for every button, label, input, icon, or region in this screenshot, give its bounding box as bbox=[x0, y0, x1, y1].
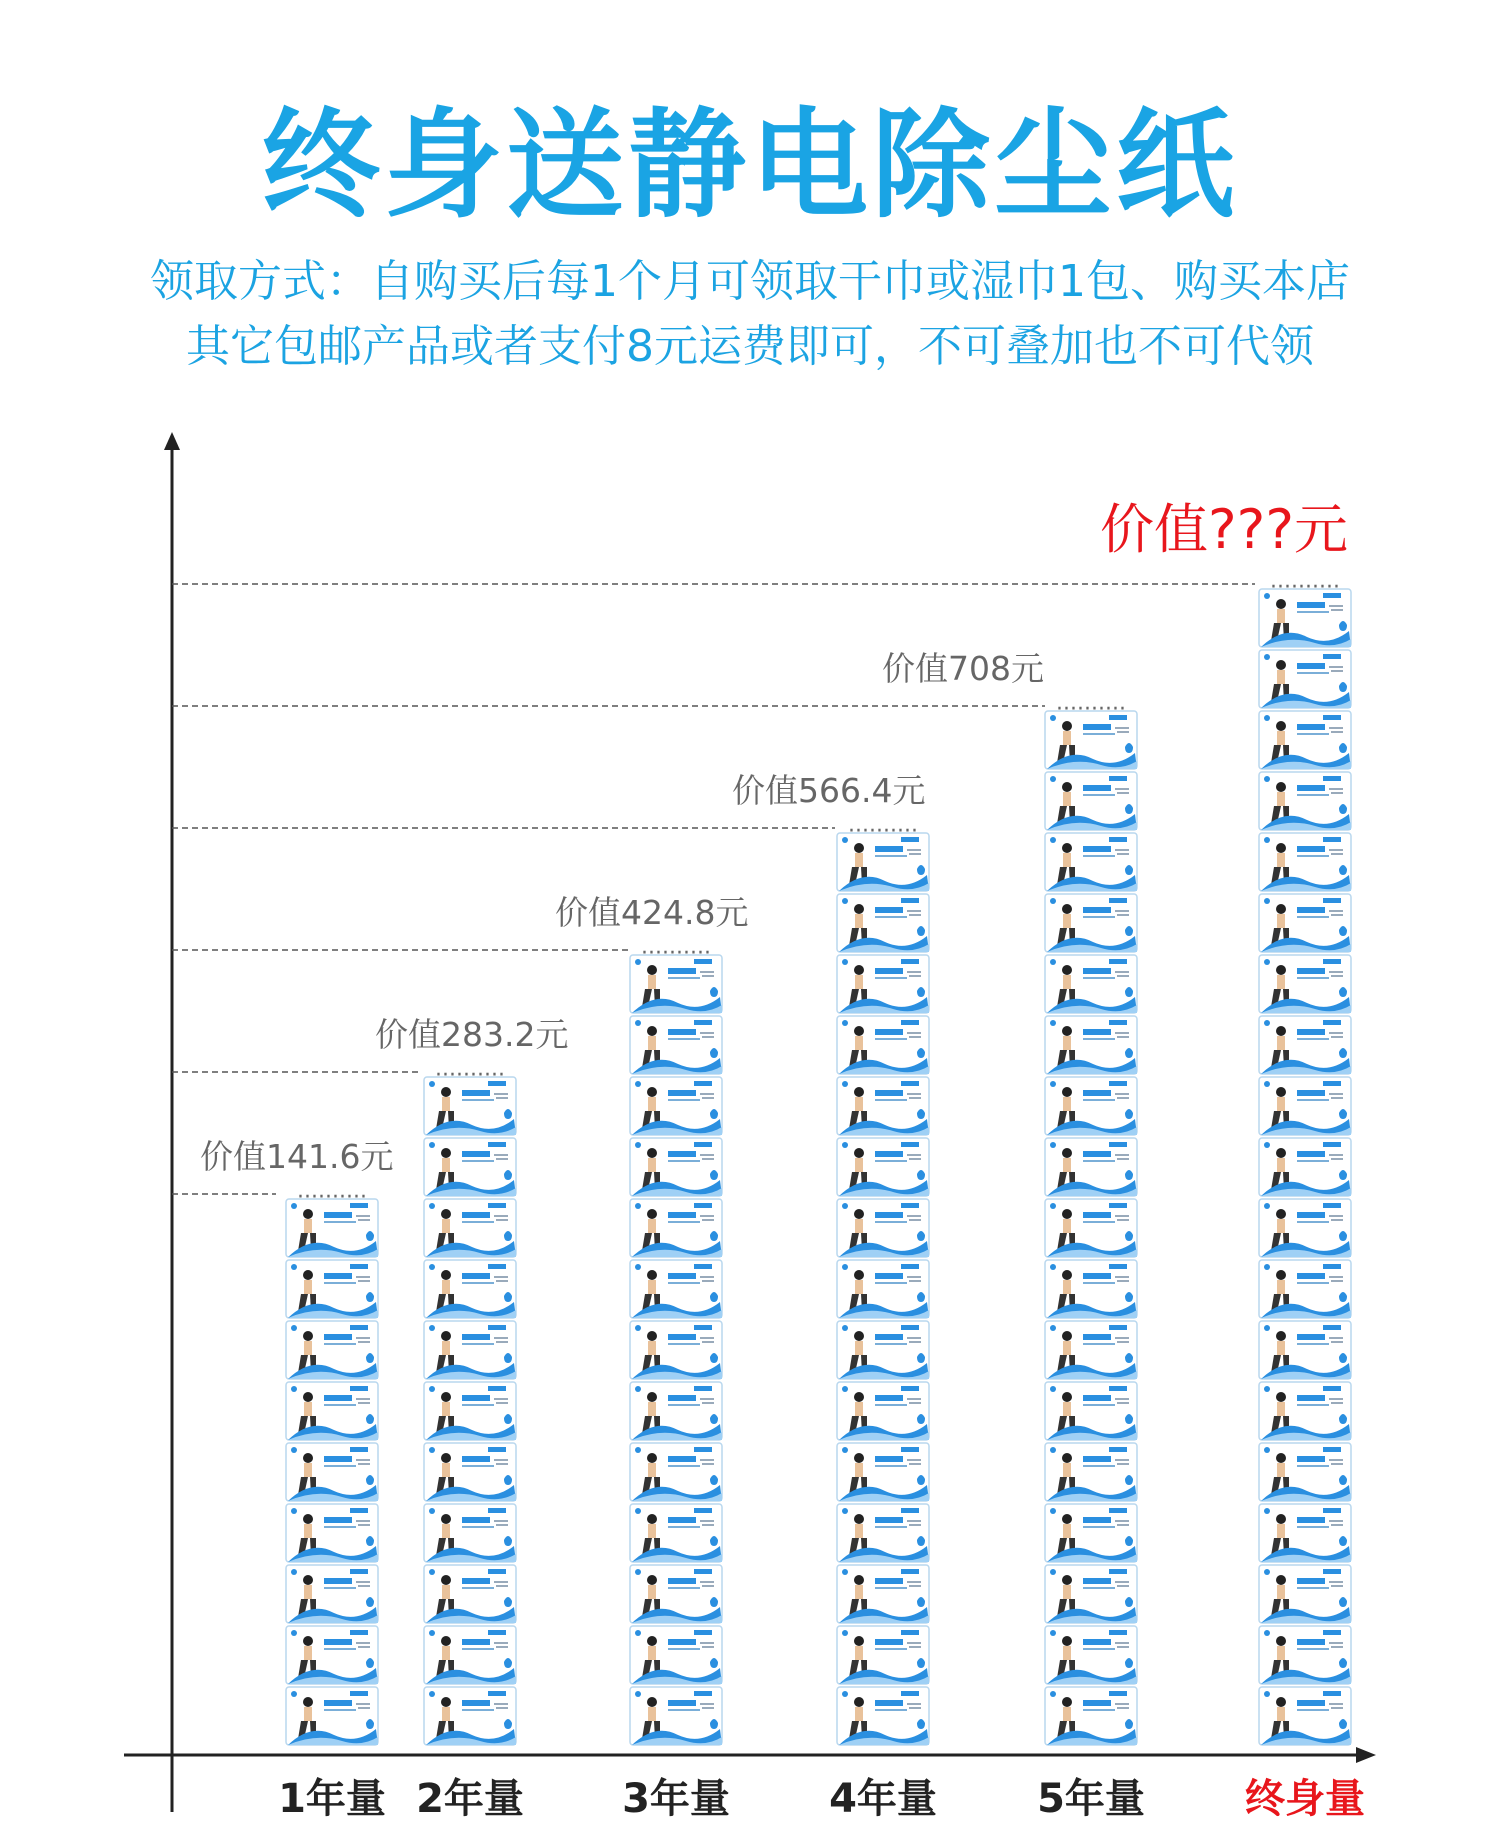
wipe-pack-icon bbox=[1045, 1504, 1137, 1562]
wipe-pack-icon bbox=[1045, 833, 1137, 891]
wipe-pack-icon bbox=[1045, 1199, 1137, 1257]
wipe-pack-icon bbox=[1045, 1565, 1137, 1623]
wipe-pack-icon bbox=[1259, 650, 1351, 708]
wipe-pack-icon bbox=[1045, 1443, 1137, 1501]
value-label: 价值424.8元 bbox=[555, 893, 749, 932]
wipe-pack-icon bbox=[424, 1382, 516, 1440]
wipe-pack-icon bbox=[286, 1321, 378, 1379]
stack-ellipsis: ·········· bbox=[297, 1185, 367, 1210]
wipe-pack-icon bbox=[1045, 1138, 1137, 1196]
bar bbox=[630, 955, 722, 1745]
wipe-pack-icon bbox=[837, 955, 929, 1013]
x-tick-label: 2年量 bbox=[416, 1776, 524, 1822]
wipe-pack-icon bbox=[424, 1626, 516, 1684]
x-axis-arrow-icon bbox=[1356, 1747, 1376, 1763]
wipe-pack-icon bbox=[1045, 1382, 1137, 1440]
wipe-pack-icon bbox=[1259, 1260, 1351, 1318]
wipe-pack-icon bbox=[1045, 955, 1137, 1013]
wipe-pack-icon bbox=[1045, 1260, 1137, 1318]
value-label: 价值566.4元 bbox=[732, 771, 926, 810]
wipe-pack-icon bbox=[424, 1443, 516, 1501]
wipe-pack-icon bbox=[630, 1260, 722, 1318]
subtitle-line-2: 其它包邮产品或者支付8元运费即可，不可叠加也不可代领 bbox=[186, 321, 1314, 372]
x-tick-label: 5年量 bbox=[1037, 1776, 1145, 1822]
y-axis-arrow-icon bbox=[164, 432, 180, 450]
wipe-pack-icon bbox=[837, 1443, 929, 1501]
value-label: 价值???元 bbox=[1100, 498, 1348, 561]
wipe-pack-icon bbox=[1259, 955, 1351, 1013]
wipe-pack-icon bbox=[837, 1138, 929, 1196]
stack-ellipsis: ·········· bbox=[848, 819, 918, 844]
wipe-pack-icon bbox=[1259, 1321, 1351, 1379]
wipe-pack-icon bbox=[630, 1138, 722, 1196]
wipe-pack-icon bbox=[286, 1687, 378, 1745]
wipe-pack-icon bbox=[424, 1260, 516, 1318]
wipe-pack-icon bbox=[837, 1321, 929, 1379]
wipe-pack-icon bbox=[837, 1504, 929, 1562]
bar bbox=[837, 833, 929, 1745]
wipe-pack-icon bbox=[837, 1565, 929, 1623]
wipe-pack-icon bbox=[1259, 1199, 1351, 1257]
wipe-pack-icon bbox=[1259, 1504, 1351, 1562]
wipe-pack-icon bbox=[1259, 772, 1351, 830]
x-tick-label: 终身量 bbox=[1245, 1776, 1365, 1822]
wipe-pack-icon bbox=[630, 1504, 722, 1562]
wipe-pack-icon bbox=[286, 1260, 378, 1318]
wipe-pack-icon bbox=[286, 1504, 378, 1562]
wipe-pack-icon bbox=[630, 1626, 722, 1684]
wipe-pack-icon bbox=[1045, 1077, 1137, 1135]
wipe-pack-icon bbox=[1259, 1016, 1351, 1074]
wipe-pack-icon bbox=[1259, 1687, 1351, 1745]
bar bbox=[1259, 589, 1351, 1745]
wipe-pack-icon bbox=[1259, 833, 1351, 891]
wipe-pack-icon bbox=[1259, 1565, 1351, 1623]
stack-ellipsis: ·········· bbox=[1056, 697, 1126, 722]
x-tick-label: 3年量 bbox=[622, 1776, 730, 1822]
value-label: 价值283.2元 bbox=[375, 1015, 569, 1054]
wipe-pack-icon bbox=[424, 1138, 516, 1196]
wipe-pack-icon bbox=[424, 1565, 516, 1623]
wipe-pack-icon bbox=[630, 1077, 722, 1135]
bar bbox=[286, 1199, 378, 1745]
wipe-pack-icon bbox=[630, 1321, 722, 1379]
x-tick-label: 1年量 bbox=[278, 1776, 386, 1822]
value-labels bbox=[200, 498, 1348, 1210]
x-tick-labels bbox=[278, 1776, 1365, 1822]
wipe-pack-icon bbox=[424, 1321, 516, 1379]
wipe-pack-icon bbox=[630, 1687, 722, 1745]
page-title: 终身送静电除尘纸 bbox=[261, 96, 1238, 234]
stack-ellipsis: ·········· bbox=[641, 941, 711, 966]
wipe-pack-icon bbox=[630, 1016, 722, 1074]
wipe-pack-icon bbox=[1259, 1443, 1351, 1501]
wipe-pack-icon bbox=[286, 1382, 378, 1440]
wipe-pack-icon bbox=[1259, 1077, 1351, 1135]
wipe-pack-icon bbox=[837, 1687, 929, 1745]
wipe-pack-icon bbox=[1259, 1382, 1351, 1440]
wipe-pack-icon bbox=[1045, 1626, 1137, 1684]
bars bbox=[286, 589, 1351, 1745]
wipe-pack-icon bbox=[424, 1504, 516, 1562]
x-tick-label: 4年量 bbox=[829, 1776, 937, 1822]
wipe-pack-icon bbox=[286, 1626, 378, 1684]
wipe-pack-icon bbox=[1045, 1687, 1137, 1745]
wipe-pack-icon bbox=[1259, 711, 1351, 769]
wipe-pack-icon bbox=[837, 1077, 929, 1135]
wipe-pack-icon bbox=[1259, 894, 1351, 952]
wipe-pack-icon bbox=[837, 1260, 929, 1318]
stack-ellipsis: ·········· bbox=[1270, 575, 1340, 600]
value-label: 价值708元 bbox=[882, 649, 1044, 688]
wipe-pack-icon bbox=[837, 1016, 929, 1074]
wipe-pack-icon bbox=[630, 1565, 722, 1623]
wipe-pack-icon bbox=[630, 1199, 722, 1257]
wipe-pack-icon bbox=[286, 1443, 378, 1501]
wipe-pack-icon bbox=[424, 1687, 516, 1745]
value-label: 价值141.6元 bbox=[200, 1137, 394, 1176]
wipe-pack-icon bbox=[1045, 772, 1137, 830]
wipe-pack-icon bbox=[286, 1565, 378, 1623]
wipe-pack-icon bbox=[1259, 1138, 1351, 1196]
wipe-pack-icon bbox=[1259, 1626, 1351, 1684]
wipe-pack-icon bbox=[837, 1626, 929, 1684]
wipe-pack-icon bbox=[837, 1382, 929, 1440]
wipe-pack-icon bbox=[1045, 1016, 1137, 1074]
subtitle-line-1: 领取方式：自购买后每1个月可领取干巾或湿巾1包、购买本店 bbox=[150, 256, 1350, 307]
wipe-pack-icon bbox=[630, 1382, 722, 1440]
bar bbox=[1045, 711, 1137, 1745]
wipe-pack-icon bbox=[424, 1199, 516, 1257]
wipe-pack-icon bbox=[1045, 894, 1137, 952]
wipe-pack-icon bbox=[1045, 1321, 1137, 1379]
wipe-pack-icon bbox=[837, 1199, 929, 1257]
stack-ellipsis: ·········· bbox=[435, 1063, 505, 1088]
bar bbox=[424, 1077, 516, 1745]
wipe-pack-icon bbox=[837, 894, 929, 952]
wipe-pack-icon bbox=[630, 1443, 722, 1501]
